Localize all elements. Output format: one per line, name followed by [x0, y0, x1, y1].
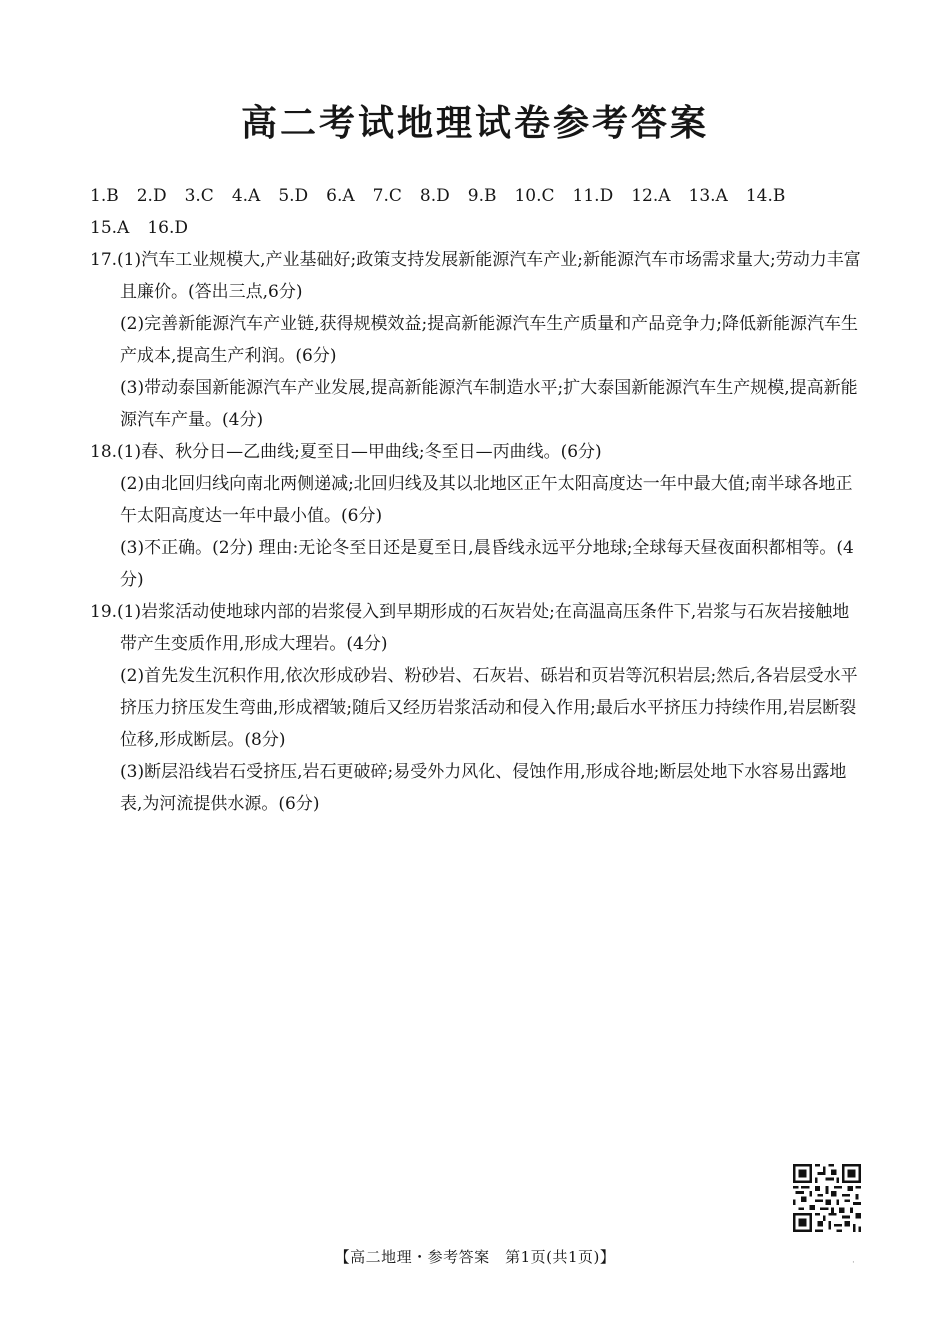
answer-item: 10.C	[514, 186, 555, 206]
answer-item: 13.A	[688, 186, 728, 206]
question-number: 17.	[90, 250, 118, 270]
answer-item: 4.A	[231, 186, 261, 206]
question-18	[90, 436, 865, 596]
question-part: (3)不正确。(2分) 理由:无论冬至日还是夏至日,晨昏线永远平分地球;全球每天昼夜面积都相等。(4分)	[120, 538, 854, 590]
answer-item: 12.A	[631, 186, 671, 206]
answer-item: 7.C	[372, 186, 402, 206]
answer-item: 16.D	[147, 218, 188, 238]
question-part	[90, 244, 865, 308]
answer-item: 15.A	[90, 218, 130, 238]
answer-line-2	[90, 212, 880, 244]
question-17	[90, 244, 865, 436]
answer-line-1	[90, 180, 880, 212]
qr-code-icon	[793, 1164, 861, 1232]
answer-item: 3.C	[184, 186, 214, 206]
answer-item: 2.D	[136, 186, 167, 206]
answer-item: 8.D	[419, 186, 450, 206]
question-part: (2)首先发生沉积作用,依次形成砂岩、粉砂岩、石灰岩、砾岩和页岩等沉积岩层;然后,各岩层受水平挤压力挤压发生弯曲,形成褶皱;随后又经历岩浆活动和侵入作用;最后水平挤压力持续作用,岩层断裂位移,形成断层。(8分)	[120, 666, 858, 750]
answer-item: 11.D	[572, 186, 614, 206]
free-response-answers	[90, 244, 865, 820]
multiple-choice-answers	[90, 180, 880, 244]
answer-item: 9.B	[467, 186, 497, 206]
question-part: (3)带动泰国新能源汽车产业发展,提高新能源汽车制造水平;扩大泰国新能源汽车生产规模,提高新能源汽车产量。(4分)	[120, 378, 858, 430]
question-number: 19.	[90, 602, 118, 622]
answer-item: 1.B	[90, 186, 119, 206]
answer-item: 14.B	[745, 186, 786, 206]
page-footer: 【高二地理・参考答案 第1页(共1页)】	[334, 1248, 616, 1266]
answer-text: (1)岩浆活动使地球内部的岩浆侵入到早期形成的石灰岩处;在高温高压条件下,岩浆与石灰岩接触地带产生变质作用,形成大理岩。(4分)	[117, 602, 850, 654]
question-part: (2)由北回归线向南北两侧递减;北回归线及其以北地区正午太阳高度达一年中最大值;南半球各地正午太阳高度达一年中最小值。(6分)	[120, 474, 853, 526]
question-number: 18.	[90, 442, 118, 462]
answer-text: (1)春、秋分日—乙曲线;夏至日—甲曲线;冬至日—丙曲线。(6分)	[117, 442, 602, 462]
scan-mark: ·	[852, 1258, 855, 1268]
question-19	[90, 596, 865, 820]
answer-item: 6.A	[326, 186, 355, 206]
answer-item: 5.D	[278, 186, 309, 206]
question-part: (2)完善新能源汽车产业链,获得规模效益;提高新能源汽车生产质量和产品竞争力;降低新能源汽车生产成本,提高生产利润。(6分)	[120, 314, 858, 366]
question-part: (3)断层沿线岩石受挤压,岩石更破碎;易受外力风化、侵蚀作用,形成谷地;断层处地下水容易出露地表,为河流提供水源。(6分)	[120, 762, 847, 814]
answer-text: (1)汽车工业规模大,产业基础好;政策支持发展新能源汽车产业;新能源汽车市场需求量大;劳动力丰富且廉价。(答出三点,6分)	[117, 250, 861, 302]
question-part	[90, 436, 865, 468]
question-part	[90, 596, 865, 660]
page-title: 高二考试地理试卷参考答案	[240, 103, 709, 144]
